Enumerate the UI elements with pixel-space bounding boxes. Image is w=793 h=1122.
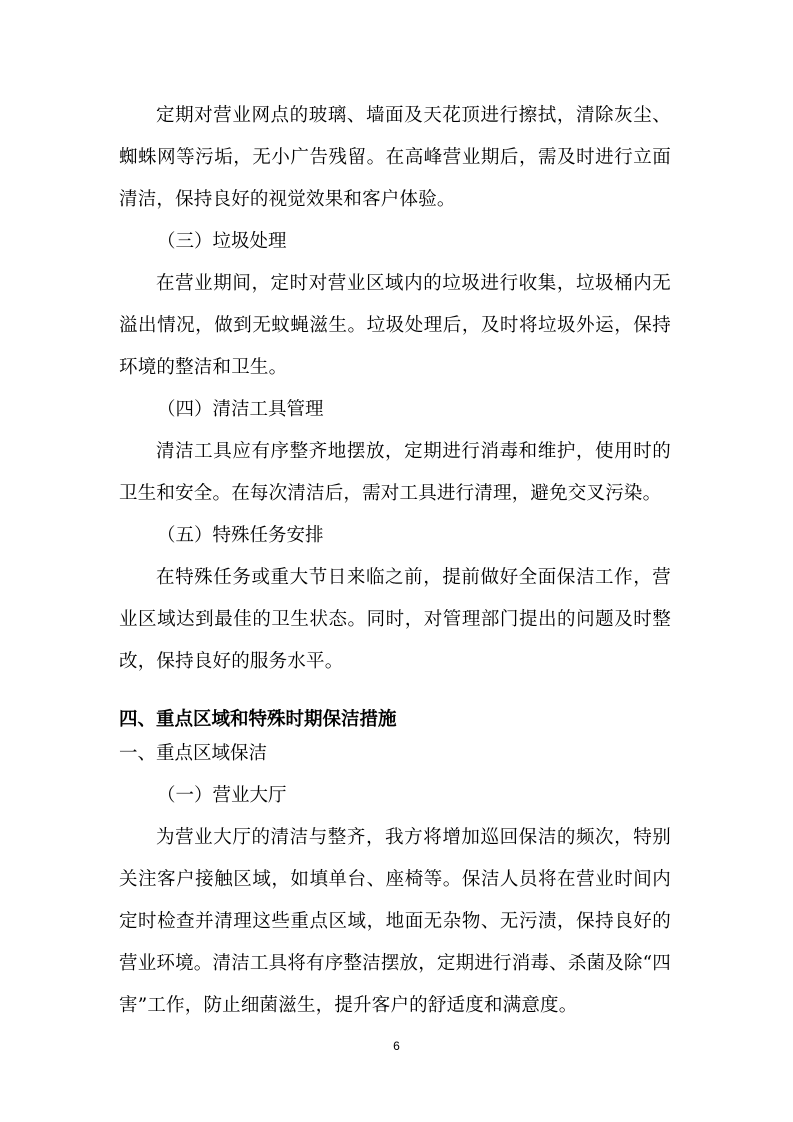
paragraph-facade-cleaning: 定期对营业网点的玻璃、墙面及天花顶进行擦拭，清除灰尘、蜘蛛网等污垢，无小广告残留。在高峰营业期后，需及时进行立面清洁，保持良好的视觉效果和客户体验。 [119, 105, 671, 210]
page-number: 6 [393, 1039, 400, 1053]
section-heading: 四、重点区域和特殊时期保洁措施 [119, 709, 397, 730]
subsection-title: 一、重点区域保洁 [119, 743, 268, 764]
paragraph-lobby: 为营业大厅的清洁与整齐，我方将增加巡回保洁的频次，特别关注客户接触区域，如填单台、座椅等。保洁人员将在营业时间内定时检查并清理这些重点区域，地面无杂物、无污渍，保持良好的营业环境。清洁工具将有序整洁摆放，定期进行消毒、杀菌及除“四害”工作，防止细菌滋生，提升客户的舒适度和满意度。 [119, 827, 671, 1016]
subheading-lobby: （一）营业大厅 [157, 785, 287, 806]
subheading-tools: （四）清洁工具管理 [157, 399, 324, 420]
paragraph-tools: 清洁工具应有序整齐地摆放，定期进行消毒和维护，使用时的卫生和安全。在每次清洁后，需对工具进行清理，避免交叉污染。 [119, 441, 671, 504]
paragraph-special-tasks: 在特殊任务或重大节日来临之前，提前做好全面保洁工作，营业区域达到最佳的卫生状态。同时，对管理部门提出的问题及时整改，保持良好的服务水平。 [119, 567, 671, 672]
subheading-special-tasks: （五）特殊任务安排 [157, 525, 324, 546]
subheading-garbage: （三）垃圾处理 [157, 231, 287, 252]
paragraph-garbage: 在营业期间，定时对营业区域内的垃圾进行收集，垃圾桶内无溢出情况，做到无蚊蝇滋生。垃圾处理后，及时将垃圾外运，保持环境的整洁和卫生。 [119, 273, 671, 378]
